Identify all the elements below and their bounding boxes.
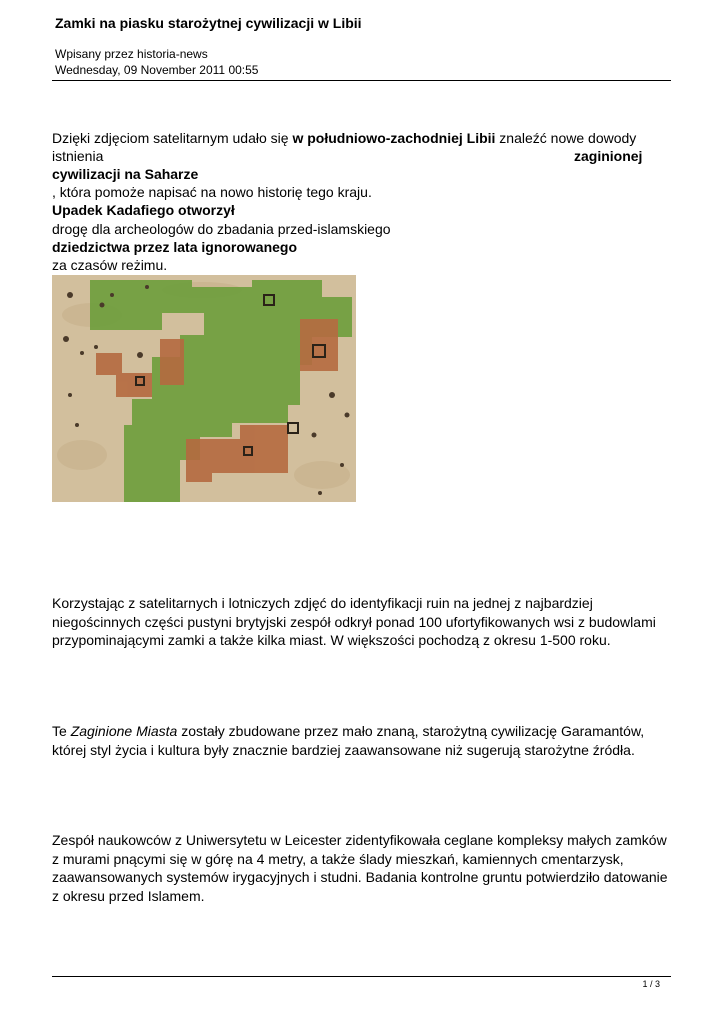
intro-bold-text: w południowo-zachodniej Libii [292,130,496,146]
intro-line-3: cywilizacji na Saharze [52,166,199,182]
intro-line-8: za czasów reżimu. [52,257,168,273]
intro-text: znaleźć nowe dowody [495,130,637,146]
paragraph-2 [52,722,672,759]
paragraph-1: Korzystając z satelitarnych i lotniczych zdjęć do identyfikacji ruin na jednej z najbardziej niegościnnych części pustyni brytyjski zespół odkrył ponad 100 ufortyfikowanych wsi z budowlami przypominającymi zamki a także kilka miast. W większości pochodzą z okresu 1-500 roku. [52,595,656,648]
author-line: Wpisany przez historia-news [55,47,208,61]
intro-line-7: dziedzictwa przez lata ignorowanego [52,239,298,255]
intro-text: Dzięki zdjęciom satelitarnym udało się [52,130,293,146]
intro-line-6: drogę dla archeologów do zbadania przed-islamskiego [52,221,391,237]
footer-divider [52,976,671,977]
date-line: Wednesday, 09 November 2011 00:55 [55,63,259,77]
intro-line-2a: istnienia [52,148,104,164]
paragraph-2-italic: Zaginione Miasta [70,723,178,739]
paragraph-2-text: Te [52,723,71,739]
header-divider [52,80,671,81]
article-title: Zamki na piasku starożytnej cywilizacji w Libii [55,15,362,31]
intro-line-4: , która pomoże napisać na nowo historię tego kraju. [52,184,372,200]
intro-line-5: Upadek Kadafiego otworzył [52,202,235,218]
paragraph-3: Zespół naukowców z Uniwersytetu w Leicester zidentyfikowała ceglane kompleksy małych zamków z murami pnącymi się w górę na 4 metry, a także ślady mieszkań, kamiennych cmentarzysk, zaawansowanych systemów irygacyjnych i studni. Badania kontrolne gruntu potwierdziło datowanie z okresu przed Islamem. [52,832,668,904]
intro-line-1 [52,129,636,147]
paragraph-2-text: zostały zbudowane przez mało znaną, starożytną cywilizację Garamantów, której styl życia i kultura były znacznie bardziej zaawansowane niż sugerują starożytne źródła. [52,723,645,758]
satellite-map-image [52,275,356,502]
intro-line-2b: zaginionej [574,148,643,164]
page-number: 1 / 3 [642,979,660,989]
